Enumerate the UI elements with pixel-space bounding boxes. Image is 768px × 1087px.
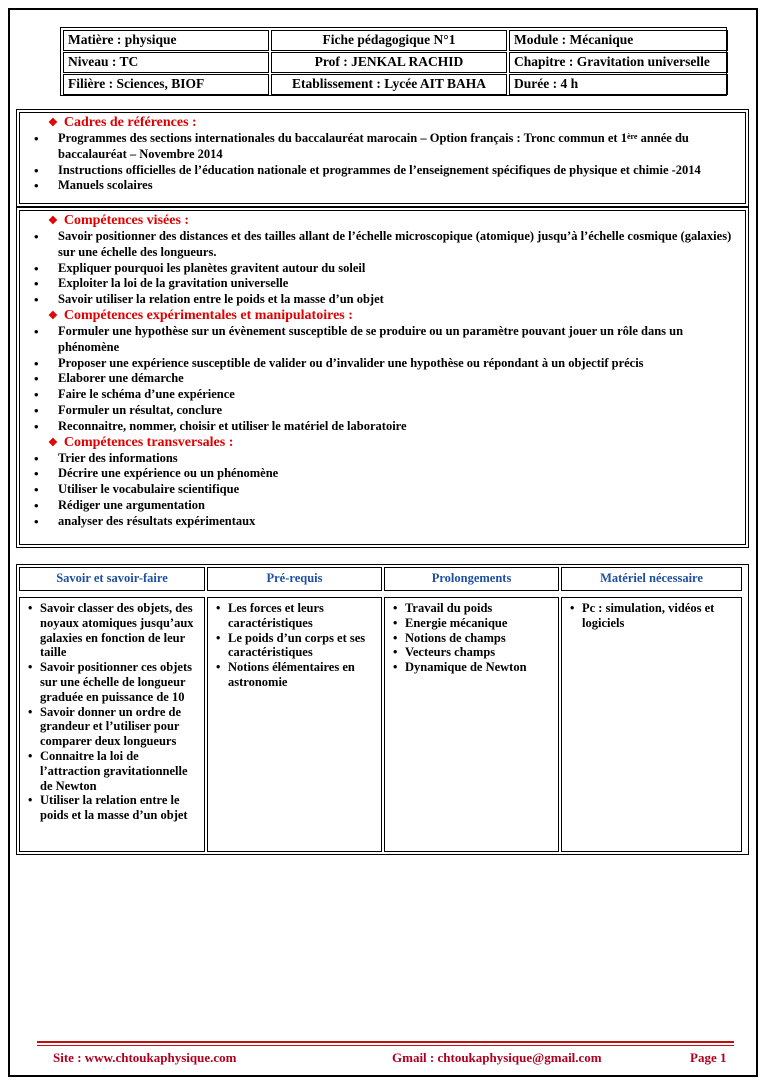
list-item: • Energie mécanique: [393, 616, 554, 631]
list-item: • Faire le schéma d’une expérience: [30, 387, 739, 403]
list-item: • Notions de champs: [393, 631, 554, 646]
list-item: • Proposer une expérience susceptible de valider ou d’invalider une hypothèse ou répondant à un objectif précis: [30, 356, 739, 372]
reference-item: • Manuels scolaires: [30, 178, 739, 194]
prof-cell: Prof : JENKAL RACHID: [271, 52, 507, 73]
header-prerequis: Pré-requis: [207, 567, 382, 591]
header-table: [60, 27, 727, 96]
references-title: ❖ Cadres de références :: [48, 115, 197, 130]
competences-visees-list: [30, 229, 739, 308]
references-box: [16, 109, 749, 207]
footer-rule-thin: [37, 1045, 734, 1046]
list-item: • Utiliser le vocabulaire scientifique: [30, 482, 739, 498]
duree-cell: Durée : 4 h: [509, 74, 728, 95]
competences-box: [16, 207, 749, 548]
header-prolongements: Prolongements: [384, 567, 559, 591]
cell-savoir: [19, 597, 205, 852]
footer-gmail: Gmail : chtoukaphysique@gmail.com: [392, 1050, 602, 1065]
competences-transversales-title: ❖ Compétences transversales :: [48, 434, 234, 450]
list-item: • Savoir donner un ordre de grandeur et l’utiliser pour comparer deux longueurs: [28, 705, 200, 749]
list-item: • Savoir classer des objets, des noyaux atomiques jusqu’aux galaxies en fonction de leur taille: [28, 601, 200, 660]
list-item: • Rédiger une argumentation: [30, 498, 739, 514]
header-savoir: Savoir et savoir-faire: [19, 567, 205, 591]
diamond-bullet-icon: ❖: [48, 436, 58, 449]
cell-prerequis: [207, 597, 382, 852]
competences-transversales-list: [30, 451, 739, 530]
diamond-bullet-icon: ❖: [48, 117, 58, 129]
fiche-cell: Fiche pédagogique N°1: [271, 30, 507, 51]
list-item: • Savoir positionner des distances et des tailles allant de l’échelle microscopique (atomique) jusqu’à l’échelle cosmique (galaxies) sur une échelle des longueurs.: [30, 229, 739, 261]
list-item: • Les forces et leurs caractéristiques: [216, 601, 377, 631]
list-item: • Décrire une expérience ou un phénomène: [30, 466, 739, 482]
diamond-bullet-icon: ❖: [48, 309, 58, 322]
list-item: • Le poids d’un corps et ses caractéristiques: [216, 631, 377, 661]
header-materiel: Matériel nécessaire: [561, 567, 742, 591]
list-item: • Exploiter la loi de la gravitation universelle: [30, 276, 739, 292]
etablissement-cell: Etablissement : Lycée AIT BAHA: [271, 74, 507, 95]
list-item: • Formuler une hypothèse sur un évènement susceptible de se produire ou un paramètre pouvant jouer un rôle dans un phénomène: [30, 324, 739, 356]
competences-experimentales-list: [30, 324, 739, 435]
list-item: • Travail du poids: [393, 601, 554, 616]
filiere-cell: Filière : Sciences, BIOF: [63, 74, 269, 95]
reference-item: • Instructions officielles de l’éducation nationale et programmes de l’enseignement spécifiques de physique et chimie -2014: [30, 163, 739, 179]
list-item: • Formuler un résultat, conclure: [30, 403, 739, 419]
niveau-cell: Niveau : TC: [63, 52, 269, 73]
list-item: • Trier des informations: [30, 451, 739, 467]
reference-item: • Programmes des sections internationales du baccalauréat marocain – Option français : Tronc commun et 1ère année du baccalauréat – Novembre 2014: [30, 131, 739, 163]
competences-visees-title: ❖ Compétences visées :: [48, 213, 190, 228]
list-item: • Pc : simulation, vidéos et logiciels: [570, 601, 737, 631]
cell-prolongements: [384, 597, 559, 852]
list-item: • Dynamique de Newton: [393, 660, 554, 675]
list-item: • Notions élémentaires en astronomie: [216, 660, 377, 690]
list-item: • analyser des résultats expérimentaux: [30, 514, 739, 530]
list-item: • Savoir positionner ces objets sur une échelle de longueur graduée en puissance de 10: [28, 660, 200, 704]
list-item: • Vecteurs champs: [393, 645, 554, 660]
objectives-table: [16, 564, 749, 855]
list-item: • Reconnaitre, nommer, choisir et utiliser le matériel de laboratoire: [30, 419, 739, 435]
diamond-bullet-icon: ❖: [48, 215, 58, 227]
footer-site: Site : www.chtoukaphysique.com: [53, 1050, 237, 1065]
footer-page: Page 1: [690, 1050, 727, 1065]
list-item: • Utiliser la relation entre le poids et la masse d’un objet: [28, 793, 200, 823]
competences-experimentales-title: ❖ Compétences expérimentales et manipulatoires :: [48, 307, 353, 323]
cell-materiel: [561, 597, 742, 852]
list-item: • Elaborer une démarche: [30, 371, 739, 387]
matiere-cell: Matière : physique: [63, 30, 269, 51]
module-cell: Module : Mécanique: [509, 30, 728, 51]
list-item: • Expliquer pourquoi les planètes gravitent autour du soleil: [30, 261, 739, 277]
list-item: • Savoir utiliser la relation entre le poids et la masse d’un objet: [30, 292, 739, 308]
list-item: • Connaitre la loi de l’attraction gravitationnelle de Newton: [28, 749, 200, 793]
footer-rule: [37, 1041, 734, 1043]
chapitre-cell: Chapitre : Gravitation universelle: [509, 52, 728, 73]
